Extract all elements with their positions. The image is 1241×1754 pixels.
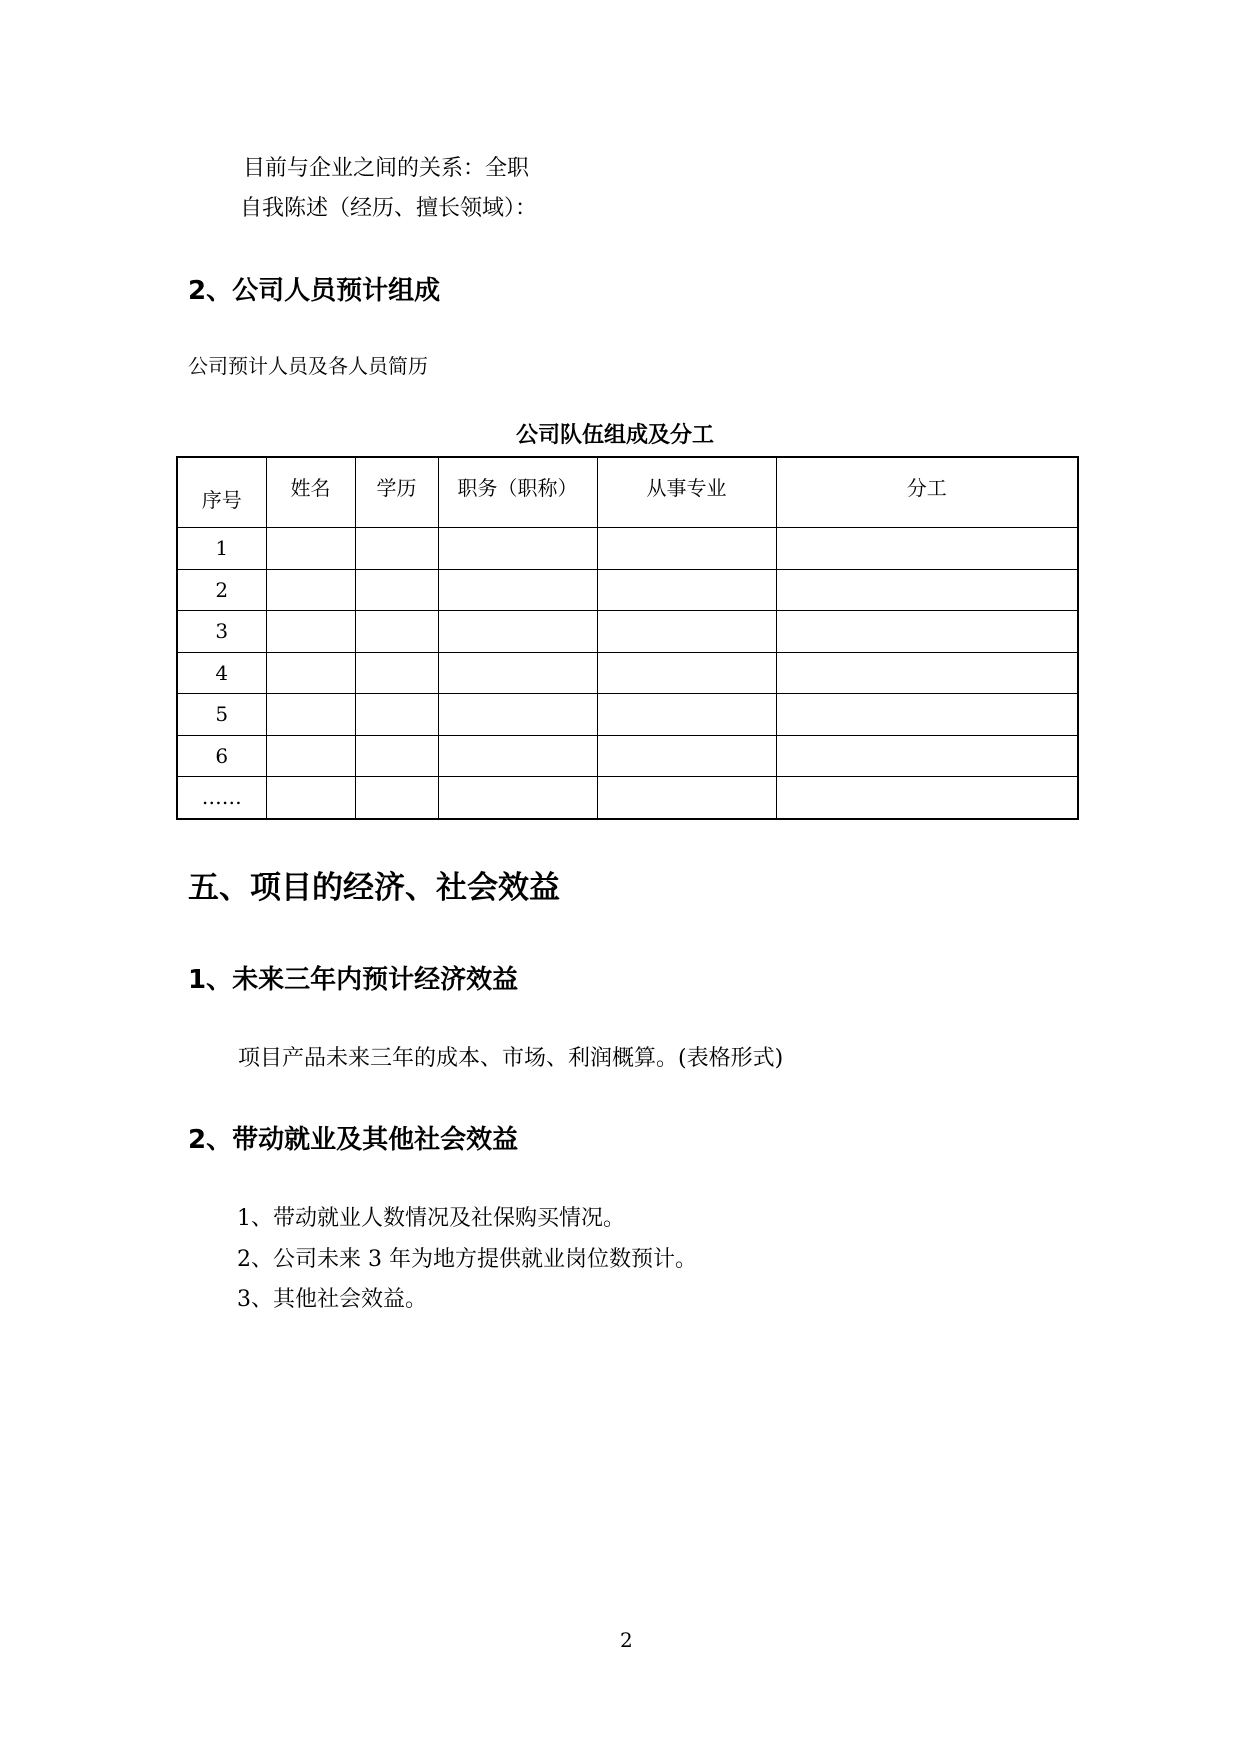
personnel-intro: 公司预计人员及各人员简历 xyxy=(188,354,428,378)
empty-cell xyxy=(355,611,438,653)
empty-cell xyxy=(438,694,597,736)
empty-cell xyxy=(266,694,355,736)
table-row xyxy=(177,735,1078,777)
empty-cell xyxy=(597,735,776,777)
col-header: 姓名 xyxy=(266,457,355,528)
list-item: 3、其他社会效益。 xyxy=(237,1287,427,1312)
empty-cell xyxy=(776,694,1078,736)
empty-cell xyxy=(776,652,1078,694)
empty-cell xyxy=(776,735,1078,777)
relation-line: 目前与企业之间的关系：全职 xyxy=(243,156,530,181)
empty-cell xyxy=(597,652,776,694)
sub-heading-economic: 1、未来三年内预计经济效益 xyxy=(188,965,519,995)
empty-cell xyxy=(597,611,776,653)
empty-cell xyxy=(355,694,438,736)
empty-cell xyxy=(266,528,355,570)
empty-cell xyxy=(438,735,597,777)
row-number-cell: 2 xyxy=(177,569,266,611)
row-number-cell: 6 xyxy=(177,735,266,777)
row-number-cell: …… xyxy=(177,777,266,819)
page-number: 2 xyxy=(620,1628,633,1652)
empty-cell xyxy=(438,569,597,611)
empty-cell xyxy=(355,777,438,819)
empty-cell xyxy=(266,777,355,819)
empty-cell xyxy=(266,569,355,611)
chapter-heading: 五、项目的经济、社会效益 xyxy=(188,870,560,906)
table-row xyxy=(177,611,1078,653)
table-row xyxy=(177,694,1078,736)
empty-cell xyxy=(438,777,597,819)
row-number-cell: 1 xyxy=(177,528,266,570)
col-header: 学历 xyxy=(355,457,438,528)
team-table xyxy=(176,456,1079,820)
row-number-cell: 3 xyxy=(177,611,266,653)
col-header: 职务（职称） xyxy=(438,457,597,528)
empty-cell xyxy=(776,569,1078,611)
empty-cell xyxy=(597,777,776,819)
empty-cell xyxy=(355,735,438,777)
self-statement-line: 自我陈述（经历、擅长领域）： xyxy=(240,196,538,221)
list-item: 2、公司未来 3 年为地方提供就业岗位数预计。 xyxy=(237,1247,697,1272)
row-number-cell: 4 xyxy=(177,652,266,694)
table-title: 公司队伍组成及分工 xyxy=(516,422,715,448)
col-header: 序号 xyxy=(177,457,266,528)
table-row xyxy=(177,528,1078,570)
empty-cell xyxy=(438,611,597,653)
empty-cell xyxy=(438,652,597,694)
col-header: 分工 xyxy=(776,457,1078,528)
col-header: 从事专业 xyxy=(597,457,776,528)
empty-cell xyxy=(355,569,438,611)
empty-cell xyxy=(266,735,355,777)
empty-cell xyxy=(597,694,776,736)
economic-text: 项目产品未来三年的成本、市场、利润概算。(表格形式) xyxy=(238,1046,784,1071)
empty-cell xyxy=(597,528,776,570)
empty-cell xyxy=(355,528,438,570)
section-heading-personnel: 2、公司人员预计组成 xyxy=(188,276,441,306)
table-row xyxy=(177,652,1078,694)
empty-cell xyxy=(776,777,1078,819)
empty-cell xyxy=(266,611,355,653)
empty-cell xyxy=(355,652,438,694)
empty-cell xyxy=(266,652,355,694)
empty-cell xyxy=(597,569,776,611)
row-number-cell: 5 xyxy=(177,694,266,736)
sub-heading-social: 2、带动就业及其他社会效益 xyxy=(188,1125,519,1155)
table-header-row xyxy=(177,457,1078,528)
empty-cell xyxy=(776,611,1078,653)
empty-cell xyxy=(438,528,597,570)
table-row xyxy=(177,569,1078,611)
list-item: 1、带动就业人数情况及社保购买情况。 xyxy=(237,1206,625,1231)
empty-cell xyxy=(776,528,1078,570)
table-row xyxy=(177,777,1078,819)
